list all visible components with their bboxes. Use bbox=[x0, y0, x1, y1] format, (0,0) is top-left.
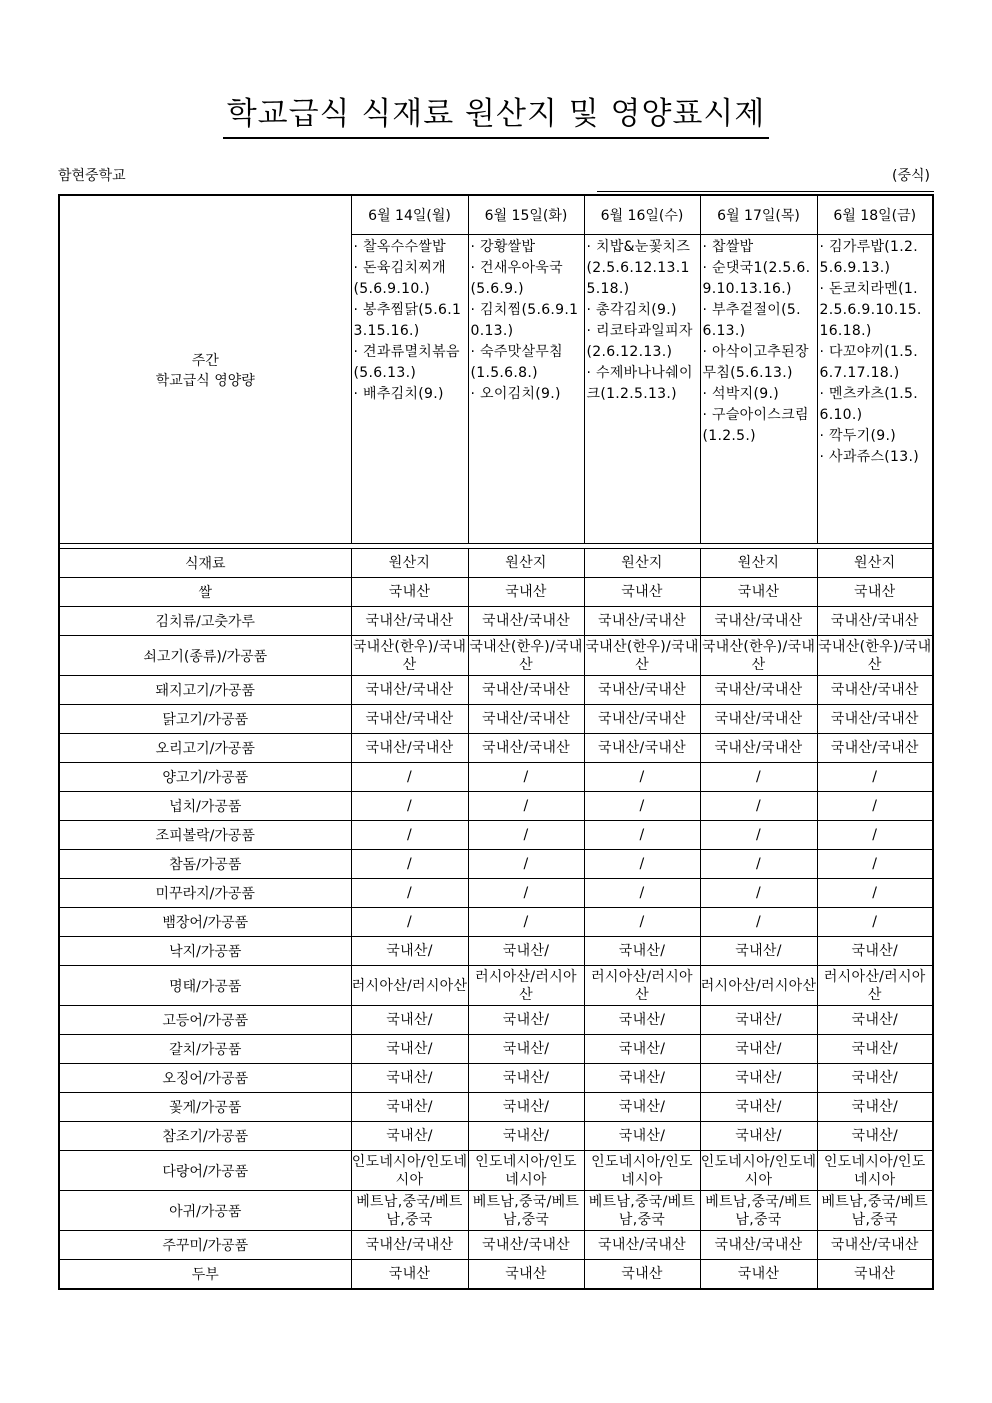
origin-value: 국내산/국내산 bbox=[700, 676, 817, 705]
origin-value: 국내산/국내산 bbox=[351, 607, 468, 636]
origin-value: 국내산 bbox=[700, 1260, 817, 1289]
origin-value: 국내산/국내산 bbox=[468, 734, 584, 763]
origin-value: 국내산 bbox=[468, 578, 584, 607]
origin-value: 국내산 bbox=[351, 578, 468, 607]
origin-value: / bbox=[817, 908, 933, 937]
menu-item: · 돈육김치찌개(5.6.9.10.) bbox=[353, 260, 446, 297]
origin-value: / bbox=[817, 821, 933, 850]
origin-value: 국내산/ bbox=[584, 1006, 700, 1035]
origin-value: 국내산/ bbox=[468, 1122, 584, 1151]
ingredient-name: 다랑어/가공품 bbox=[59, 1151, 351, 1191]
origin-value: / bbox=[351, 763, 468, 792]
origin-value: 국내산/ bbox=[351, 1064, 468, 1093]
origin-header-value: 원산지 bbox=[584, 549, 700, 578]
menu-item: · 수제바나나쉐이크(1.2.5.13.) bbox=[586, 365, 693, 402]
origin-row bbox=[59, 850, 933, 879]
origin-value: 베트남,중국/베트남,중국 bbox=[351, 1191, 468, 1231]
ingredient-name: 조피볼락/가공품 bbox=[59, 821, 351, 850]
origin-row bbox=[59, 1191, 933, 1231]
origin-value: 인도네시아/인도네시아 bbox=[584, 1151, 700, 1191]
origin-value: / bbox=[817, 792, 933, 821]
ingredient-name: 양고기/가공품 bbox=[59, 763, 351, 792]
date-cell: 6월 18일(금) bbox=[817, 195, 933, 235]
origin-value: 국내산/국내산 bbox=[584, 676, 700, 705]
origin-value: 국내산/국내산 bbox=[584, 607, 700, 636]
origin-value: 국내산 bbox=[351, 1260, 468, 1289]
menu-cell bbox=[700, 235, 817, 544]
origin-value: 국내산/ bbox=[584, 1122, 700, 1151]
ingredient-name: 꽃게/가공품 bbox=[59, 1093, 351, 1122]
origin-value: 인도네시아/인도네시아 bbox=[817, 1151, 933, 1191]
origin-value: 국내산/국내산 bbox=[468, 705, 584, 734]
menu-item: · 돈코치라멘(1.2.5.6.9.10.15.16.18.) bbox=[819, 281, 922, 339]
origin-value: 국내산 bbox=[468, 1260, 584, 1289]
origin-value: / bbox=[584, 792, 700, 821]
origin-value: 국내산(한우)/국내산 bbox=[817, 636, 933, 676]
origin-value: 국내산/국내산 bbox=[817, 734, 933, 763]
ingredient-name: 명태/가공품 bbox=[59, 966, 351, 1006]
origin-value: 러시아산/러시아산 bbox=[700, 966, 817, 1006]
origin-row bbox=[59, 1260, 933, 1289]
menu-item: · 오이김치(9.) bbox=[470, 386, 561, 402]
origin-value: / bbox=[584, 821, 700, 850]
origin-row bbox=[59, 676, 933, 705]
origin-value: / bbox=[468, 763, 584, 792]
origin-value: 국내산/ bbox=[700, 1035, 817, 1064]
origin-value: 국내산/ bbox=[584, 937, 700, 966]
menu-item: · 총각김치(9.) bbox=[586, 302, 677, 318]
origin-value: 국내산/국내산 bbox=[584, 734, 700, 763]
menu-item: · 석박지(9.) bbox=[702, 386, 779, 402]
origin-value: 러시아산/러시아산 bbox=[351, 966, 468, 1006]
origin-row bbox=[59, 821, 933, 850]
origin-value: 국내산/ bbox=[468, 1006, 584, 1035]
origin-header-label: 식재료 bbox=[59, 549, 351, 578]
origin-value: 국내산 bbox=[817, 1260, 933, 1289]
origin-value: / bbox=[700, 908, 817, 937]
origin-row bbox=[59, 636, 933, 676]
ingredient-name: 참돔/가공품 bbox=[59, 850, 351, 879]
origin-value: 국내산/ bbox=[468, 937, 584, 966]
menu-cell bbox=[817, 235, 933, 544]
origin-value: / bbox=[700, 879, 817, 908]
menu-item: · 순댓국1(2.5.6.9.10.13.16.) bbox=[702, 260, 811, 297]
menu-origin-table bbox=[58, 194, 934, 1290]
origin-value: / bbox=[468, 792, 584, 821]
menu-item: · 다꼬야끼(1.5.6.7.17.18.) bbox=[819, 344, 918, 381]
menu-item: · 깍두기(9.) bbox=[819, 428, 896, 444]
origin-value: 국내산/국내산 bbox=[584, 1231, 700, 1260]
menu-item: · 사과쥬스(13.) bbox=[819, 449, 919, 465]
date-cell: 6월 16일(수) bbox=[584, 195, 700, 235]
ingredient-name: 오징어/가공품 bbox=[59, 1064, 351, 1093]
origin-value: / bbox=[584, 763, 700, 792]
menu-item: · 건새우아욱국(5.6.9.) bbox=[470, 260, 563, 297]
origin-row bbox=[59, 1035, 933, 1064]
origin-row bbox=[59, 879, 933, 908]
origin-row bbox=[59, 792, 933, 821]
origin-value: 인도네시아/인도네시아 bbox=[351, 1151, 468, 1191]
origin-value: 국내산/ bbox=[700, 937, 817, 966]
origin-value: 국내산/국내산 bbox=[468, 1231, 584, 1260]
origin-value: / bbox=[351, 821, 468, 850]
document-title bbox=[0, 88, 992, 139]
origin-value: 국내산/국내산 bbox=[351, 705, 468, 734]
ingredient-name: 오리고기/가공품 bbox=[59, 734, 351, 763]
origin-value: / bbox=[817, 879, 933, 908]
origin-value: 국내산/ bbox=[817, 1035, 933, 1064]
origin-value: 국내산/ bbox=[700, 1122, 817, 1151]
origin-value: / bbox=[584, 879, 700, 908]
menu-item: · 리코타과일피자(2.6.12.13.) bbox=[586, 323, 693, 360]
menu-item: · 김가루밥(1.2.5.6.9.13.) bbox=[819, 239, 918, 276]
origin-value: 국내산/ bbox=[351, 937, 468, 966]
origin-value: 국내산/ bbox=[700, 1064, 817, 1093]
origin-value: 인도네시아/인도네시아 bbox=[468, 1151, 584, 1191]
origin-value: / bbox=[351, 792, 468, 821]
origin-value: 국내산/국내산 bbox=[817, 1231, 933, 1260]
origin-value: 국내산/국내산 bbox=[584, 705, 700, 734]
origin-value: 국내산(한우)/국내산 bbox=[351, 636, 468, 676]
origin-value: / bbox=[700, 821, 817, 850]
divider-line bbox=[597, 191, 934, 192]
origin-value: 국내산/ bbox=[351, 1093, 468, 1122]
menu-item: · 김치찜(5.6.9.10.13.) bbox=[470, 302, 579, 339]
origin-value: 국내산/ bbox=[817, 1006, 933, 1035]
origin-row bbox=[59, 1122, 933, 1151]
origin-value: 국내산/ bbox=[817, 1093, 933, 1122]
origin-value: 베트남,중국/베트남,중국 bbox=[468, 1191, 584, 1231]
origin-row bbox=[59, 908, 933, 937]
origin-row bbox=[59, 1231, 933, 1260]
origin-value: 베트남,중국/베트남,중국 bbox=[817, 1191, 933, 1231]
origin-row bbox=[59, 763, 933, 792]
origin-value: 국내산 bbox=[817, 578, 933, 607]
origin-header-row bbox=[59, 549, 933, 578]
origin-header-value: 원산지 bbox=[351, 549, 468, 578]
meal-type: (중식) bbox=[892, 168, 930, 184]
date-cell: 6월 14일(월) bbox=[351, 195, 468, 235]
origin-value: 러시아산/러시아산 bbox=[468, 966, 584, 1006]
origin-value: / bbox=[700, 763, 817, 792]
origin-value: 국내산/국내산 bbox=[817, 705, 933, 734]
ingredient-name: 아귀/가공품 bbox=[59, 1191, 351, 1231]
origin-value: / bbox=[351, 879, 468, 908]
origin-value: 국내산/국내산 bbox=[817, 676, 933, 705]
origin-value: / bbox=[584, 850, 700, 879]
origin-value: 국내산/ bbox=[817, 1064, 933, 1093]
school-name: 함현중학교 bbox=[58, 168, 126, 184]
origin-value: 국내산/ bbox=[584, 1093, 700, 1122]
menu-cell bbox=[351, 235, 468, 544]
menu-item: · 부추겉절이(5.6.13.) bbox=[702, 302, 801, 339]
title-text: 학교급식 식재료 원산지 및 영양표시제 bbox=[223, 88, 770, 139]
origin-value: 국내산/ bbox=[351, 1035, 468, 1064]
origin-value: 국내산/ bbox=[584, 1035, 700, 1064]
origin-value: 국내산/국내산 bbox=[700, 705, 817, 734]
menu-item: · 견과류멸치볶음(5.6.13.) bbox=[353, 344, 460, 381]
origin-value: 러시아산/러시아산 bbox=[817, 966, 933, 1006]
ingredient-name: 주꾸미/가공품 bbox=[59, 1231, 351, 1260]
ingredient-name: 김치류/고춧가루 bbox=[59, 607, 351, 636]
origin-value: 국내산(한우)/국내산 bbox=[468, 636, 584, 676]
menu-cell bbox=[468, 235, 584, 544]
menu-item: · 치밥&눈꽃치즈(2.5.6.12.13.15.18.) bbox=[586, 239, 691, 297]
ingredient-name: 고등어/가공품 bbox=[59, 1006, 351, 1035]
origin-value: 국내산/국내산 bbox=[351, 1231, 468, 1260]
origin-row bbox=[59, 1006, 933, 1035]
date-cell: 6월 15일(화) bbox=[468, 195, 584, 235]
ingredient-name: 갈치/가공품 bbox=[59, 1035, 351, 1064]
origin-value: 국내산/ bbox=[817, 1122, 933, 1151]
origin-value: 국내산/ bbox=[817, 937, 933, 966]
date-row bbox=[59, 195, 933, 235]
origin-value: 국내산/국내산 bbox=[351, 734, 468, 763]
origin-value: 베트남,중국/베트남,중국 bbox=[700, 1191, 817, 1231]
origin-value: / bbox=[468, 879, 584, 908]
origin-value: / bbox=[700, 850, 817, 879]
origin-header-value: 원산지 bbox=[817, 549, 933, 578]
origin-value: 국내산 bbox=[584, 1260, 700, 1289]
origin-value: / bbox=[468, 908, 584, 937]
origin-row bbox=[59, 1064, 933, 1093]
origin-row bbox=[59, 937, 933, 966]
origin-value: 국내산/ bbox=[351, 1122, 468, 1151]
origin-value: 국내산/국내산 bbox=[468, 676, 584, 705]
origin-header-value: 원산지 bbox=[468, 549, 584, 578]
origin-value: 국내산 bbox=[700, 578, 817, 607]
menu-item: · 봉추찜닭(5.6.13.15.16.) bbox=[353, 302, 462, 339]
ingredient-name: 닭고기/가공품 bbox=[59, 705, 351, 734]
origin-value: / bbox=[351, 850, 468, 879]
ingredient-name: 쌀 bbox=[59, 578, 351, 607]
ingredient-name: 넙치/가공품 bbox=[59, 792, 351, 821]
origin-value: / bbox=[700, 792, 817, 821]
origin-value: 국내산/ bbox=[700, 1093, 817, 1122]
origin-value: 인도네시아/인도네시아 bbox=[700, 1151, 817, 1191]
origin-value: 국내산(한우)/국내산 bbox=[700, 636, 817, 676]
origin-value: / bbox=[468, 850, 584, 879]
origin-value: / bbox=[817, 850, 933, 879]
ingredient-name: 미꾸라지/가공품 bbox=[59, 879, 351, 908]
origin-row bbox=[59, 1093, 933, 1122]
origin-value: / bbox=[351, 908, 468, 937]
origin-value: / bbox=[584, 908, 700, 937]
origin-row bbox=[59, 734, 933, 763]
origin-row bbox=[59, 607, 933, 636]
origin-value: 국내산/국내산 bbox=[700, 734, 817, 763]
origin-value: 베트남,중국/베트남,중국 bbox=[584, 1191, 700, 1231]
menu-item: · 숙주맛살무침(1.5.6.8.) bbox=[470, 344, 563, 381]
origin-value: 국내산/ bbox=[351, 1006, 468, 1035]
origin-value: 국내산/ bbox=[468, 1093, 584, 1122]
origin-value: 국내산/국내산 bbox=[351, 676, 468, 705]
ingredient-name: 뱀장어/가공품 bbox=[59, 908, 351, 937]
origin-row bbox=[59, 578, 933, 607]
origin-header-value: 원산지 bbox=[700, 549, 817, 578]
menu-item: · 아삭이고추된장무침(5.6.13.) bbox=[702, 344, 809, 381]
menu-item: · 찰옥수수쌀밥 bbox=[353, 239, 446, 255]
origin-value: 국내산/ bbox=[468, 1064, 584, 1093]
menu-item: · 배추김치(9.) bbox=[353, 386, 444, 402]
weekly-nutrition-label bbox=[59, 195, 351, 544]
origin-value: 국내산(한우)/국내산 bbox=[584, 636, 700, 676]
origin-value: 국내산 bbox=[584, 578, 700, 607]
origin-row bbox=[59, 966, 933, 1006]
origin-value: 러시아산/러시아산 bbox=[584, 966, 700, 1006]
origin-value: 국내산/ bbox=[468, 1035, 584, 1064]
ingredient-name: 참조기/가공품 bbox=[59, 1122, 351, 1151]
origin-value: 국내산/국내산 bbox=[817, 607, 933, 636]
origin-row bbox=[59, 705, 933, 734]
origin-value: 국내산/국내산 bbox=[700, 607, 817, 636]
nutrition-label-line-2: 학교급식 영양량 bbox=[155, 372, 255, 389]
menu-item: · 강황쌀밥 bbox=[470, 239, 536, 255]
origin-value: 국내산/국내산 bbox=[700, 1231, 817, 1260]
origin-value: 국내산/ bbox=[584, 1064, 700, 1093]
ingredient-name: 돼지고기/가공품 bbox=[59, 676, 351, 705]
date-cell: 6월 17일(목) bbox=[700, 195, 817, 235]
origin-value: / bbox=[817, 763, 933, 792]
menu-cell bbox=[584, 235, 700, 544]
ingredient-name: 두부 bbox=[59, 1260, 351, 1289]
ingredient-name: 낙지/가공품 bbox=[59, 937, 351, 966]
origin-value: 국내산/ bbox=[700, 1006, 817, 1035]
ingredient-name: 쇠고기(종류)/가공품 bbox=[59, 636, 351, 676]
origin-value: / bbox=[468, 821, 584, 850]
origin-value: 국내산/국내산 bbox=[468, 607, 584, 636]
origin-row bbox=[59, 1151, 933, 1191]
menu-item: · 찹쌀밥 bbox=[702, 239, 754, 255]
nutrition-label-line-1: 주간 bbox=[191, 352, 219, 369]
menu-item: · 구슬아이스크림(1.2.5.) bbox=[702, 407, 809, 444]
menu-item: · 멘츠카츠(1.5.6.10.) bbox=[819, 386, 918, 423]
